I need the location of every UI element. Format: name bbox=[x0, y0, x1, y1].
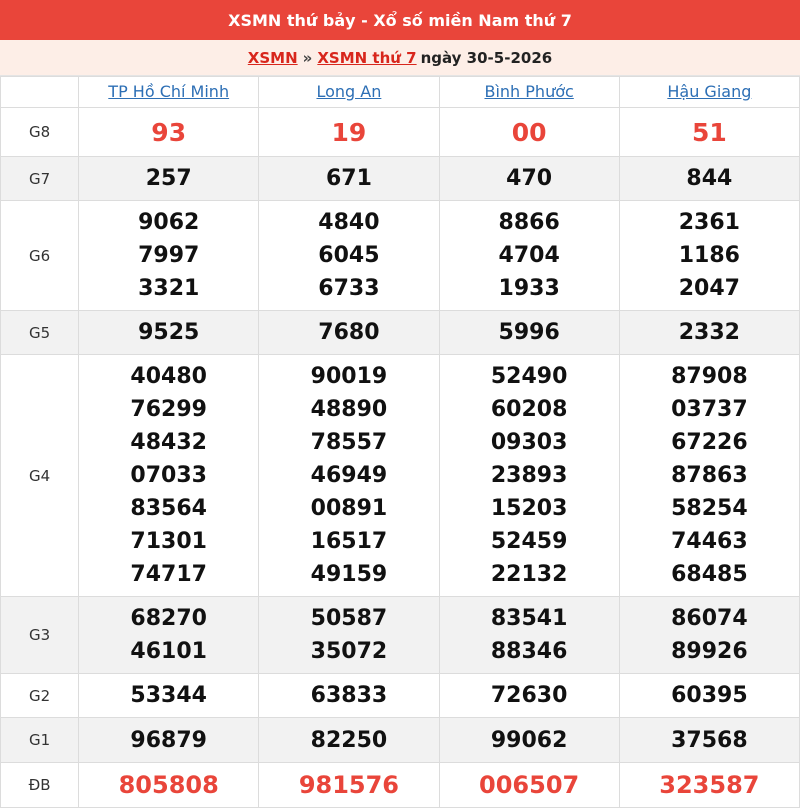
lottery-number: 6045 bbox=[318, 243, 380, 268]
lottery-number: 323587 bbox=[659, 770, 760, 799]
prize-row bbox=[1, 108, 800, 157]
results-table bbox=[0, 76, 800, 808]
prize-cell bbox=[619, 718, 799, 763]
lottery-number: 48432 bbox=[130, 430, 207, 455]
lottery-number: 86074 bbox=[671, 606, 748, 631]
prize-cell bbox=[439, 157, 619, 201]
prize-cell bbox=[79, 201, 259, 311]
lottery-number: 257 bbox=[145, 166, 192, 191]
lottery-number: 40480 bbox=[130, 364, 207, 389]
lottery-number: 71301 bbox=[130, 529, 207, 554]
lottery-number: 46101 bbox=[130, 639, 207, 664]
prize-row bbox=[1, 201, 800, 311]
prize-cell bbox=[79, 108, 259, 157]
lottery-number: 35072 bbox=[310, 639, 388, 664]
prize-cell bbox=[79, 355, 259, 597]
lottery-number: 37568 bbox=[671, 727, 748, 753]
lottery-number: 9525 bbox=[138, 320, 200, 345]
lottery-number: 83541 bbox=[490, 606, 568, 631]
breadcrumb-link-xsmn-thu-7[interactable]: XSMN thứ 7 bbox=[317, 48, 417, 67]
lottery-number: 74717 bbox=[130, 562, 207, 587]
prize-cell bbox=[439, 311, 619, 355]
header-corner-cell bbox=[1, 77, 79, 108]
lottery-number: 1186 bbox=[678, 243, 740, 268]
prize-row bbox=[1, 355, 800, 597]
lottery-number: 60208 bbox=[490, 397, 568, 422]
lottery-number: 46949 bbox=[310, 463, 388, 488]
prize-cell bbox=[619, 157, 799, 201]
prize-cell bbox=[259, 763, 439, 808]
lottery-number: 6733 bbox=[318, 276, 380, 301]
prize-cell bbox=[259, 157, 439, 201]
province-link-binh-phuoc[interactable]: Bình Phước bbox=[484, 82, 574, 101]
prize-cell bbox=[79, 718, 259, 763]
lottery-number: 90019 bbox=[310, 364, 388, 389]
lottery-number: 006507 bbox=[479, 770, 580, 799]
lottery-number: 60395 bbox=[671, 683, 748, 708]
prize-cell bbox=[259, 108, 439, 157]
lottery-number: 805808 bbox=[118, 770, 219, 799]
prize-cell bbox=[439, 763, 619, 808]
lottery-number: 82250 bbox=[310, 727, 388, 753]
lottery-number: 58254 bbox=[671, 496, 748, 521]
lottery-number: 470 bbox=[506, 166, 553, 191]
lottery-number: 68485 bbox=[671, 562, 748, 587]
lottery-number: 48890 bbox=[310, 397, 388, 422]
lottery-number: 7997 bbox=[138, 243, 200, 268]
breadcrumb-date: ngày 30-5-2026 bbox=[420, 48, 553, 67]
lottery-number: 52459 bbox=[490, 529, 568, 554]
lottery-number: 15203 bbox=[490, 496, 568, 521]
prize-cell bbox=[619, 763, 799, 808]
lottery-number: 49159 bbox=[310, 562, 388, 587]
province-header bbox=[439, 77, 619, 108]
prize-row bbox=[1, 597, 800, 674]
prize-cell bbox=[259, 718, 439, 763]
lottery-number: 93 bbox=[151, 117, 187, 147]
province-link-long-an[interactable]: Long An bbox=[316, 82, 382, 101]
prize-label: G2 bbox=[1, 674, 79, 718]
lottery-number: 87908 bbox=[671, 364, 748, 389]
province-header bbox=[79, 77, 259, 108]
lottery-number: 00891 bbox=[310, 496, 388, 521]
prize-row bbox=[1, 718, 800, 763]
lottery-number: 52490 bbox=[490, 364, 568, 389]
prize-cell bbox=[79, 311, 259, 355]
prize-cell bbox=[259, 201, 439, 311]
lottery-number: 78557 bbox=[310, 430, 388, 455]
lottery-number: 7680 bbox=[318, 320, 380, 345]
province-header-row bbox=[1, 77, 800, 108]
prize-cell bbox=[619, 201, 799, 311]
lottery-number: 76299 bbox=[130, 397, 207, 422]
breadcrumb-link-xsmn[interactable]: XSMN bbox=[247, 48, 298, 67]
prize-row bbox=[1, 311, 800, 355]
prize-cell bbox=[79, 597, 259, 674]
lottery-number: 2332 bbox=[678, 320, 740, 345]
lottery-number: 07033 bbox=[130, 463, 207, 488]
lottery-number: 981576 bbox=[298, 770, 400, 799]
lottery-number: 50587 bbox=[310, 606, 388, 631]
lottery-number: 83564 bbox=[130, 496, 207, 521]
prize-cell bbox=[439, 201, 619, 311]
lottery-number: 8866 bbox=[498, 210, 560, 235]
province-header bbox=[259, 77, 439, 108]
prize-cell bbox=[259, 597, 439, 674]
lottery-number: 74463 bbox=[671, 529, 748, 554]
prize-cell bbox=[439, 108, 619, 157]
lottery-number: 844 bbox=[686, 166, 733, 191]
breadcrumb-separator: » bbox=[302, 48, 313, 67]
prize-cell bbox=[79, 763, 259, 808]
prize-label: ĐB bbox=[1, 763, 79, 808]
breadcrumb bbox=[0, 40, 800, 76]
prize-cell bbox=[259, 674, 439, 718]
prize-cell bbox=[619, 597, 799, 674]
lottery-number: 2047 bbox=[678, 276, 740, 301]
results-body bbox=[1, 108, 800, 808]
prize-cell bbox=[619, 311, 799, 355]
lottery-number: 4840 bbox=[318, 210, 380, 235]
prize-label: G7 bbox=[1, 157, 79, 201]
lottery-number: 88346 bbox=[490, 639, 568, 664]
lottery-number: 23893 bbox=[490, 463, 568, 488]
lottery-number: 9062 bbox=[138, 210, 200, 235]
lottery-number: 03737 bbox=[671, 397, 748, 422]
prize-label: G3 bbox=[1, 597, 79, 674]
prize-cell bbox=[439, 597, 619, 674]
prize-cell bbox=[439, 355, 619, 597]
prize-label: G1 bbox=[1, 718, 79, 763]
prize-label: G4 bbox=[1, 355, 79, 597]
lottery-number: 99062 bbox=[490, 727, 568, 753]
prize-cell bbox=[259, 311, 439, 355]
province-link-tp-ho-chi-minh[interactable]: TP Hồ Chí Minh bbox=[108, 82, 230, 101]
lottery-number: 87863 bbox=[671, 463, 748, 488]
prize-label: G6 bbox=[1, 201, 79, 311]
prize-row bbox=[1, 157, 800, 201]
lottery-number: 671 bbox=[325, 166, 372, 191]
prize-cell bbox=[439, 674, 619, 718]
lottery-number: 51 bbox=[691, 117, 727, 147]
lottery-number: 67226 bbox=[671, 430, 748, 455]
lottery-number: 63833 bbox=[310, 683, 388, 708]
prize-cell bbox=[619, 108, 799, 157]
lottery-number: 89926 bbox=[671, 639, 748, 664]
lottery-number: 22132 bbox=[490, 562, 568, 587]
prize-cell bbox=[79, 157, 259, 201]
lottery-number: 1933 bbox=[498, 276, 560, 301]
prize-label: G8 bbox=[1, 108, 79, 157]
lottery-number: 16517 bbox=[310, 529, 388, 554]
lottery-number: 4704 bbox=[498, 243, 560, 268]
province-header bbox=[619, 77, 799, 108]
lottery-number: 53344 bbox=[130, 683, 207, 708]
page-title: XSMN thứ bảy - Xổ số miền Nam thứ 7 bbox=[228, 10, 572, 30]
lottery-number: 68270 bbox=[130, 606, 207, 631]
prize-row bbox=[1, 763, 800, 808]
prize-cell bbox=[259, 355, 439, 597]
page-title-bar bbox=[0, 0, 800, 40]
lottery-number: 3321 bbox=[138, 276, 200, 301]
province-link-hau-giang[interactable]: Hậu Giang bbox=[667, 82, 752, 101]
prize-cell bbox=[619, 355, 799, 597]
lottery-number: 00 bbox=[511, 117, 547, 147]
prize-cell bbox=[79, 674, 259, 718]
lottery-number: 2361 bbox=[678, 210, 740, 235]
lottery-number: 96879 bbox=[130, 727, 207, 753]
lottery-number: 09303 bbox=[490, 430, 568, 455]
prize-row bbox=[1, 674, 800, 718]
prize-cell bbox=[619, 674, 799, 718]
lottery-number: 5996 bbox=[498, 320, 560, 345]
prize-label: G5 bbox=[1, 311, 79, 355]
prize-cell bbox=[439, 718, 619, 763]
lottery-number: 72630 bbox=[490, 683, 568, 708]
lottery-number: 19 bbox=[331, 117, 367, 147]
